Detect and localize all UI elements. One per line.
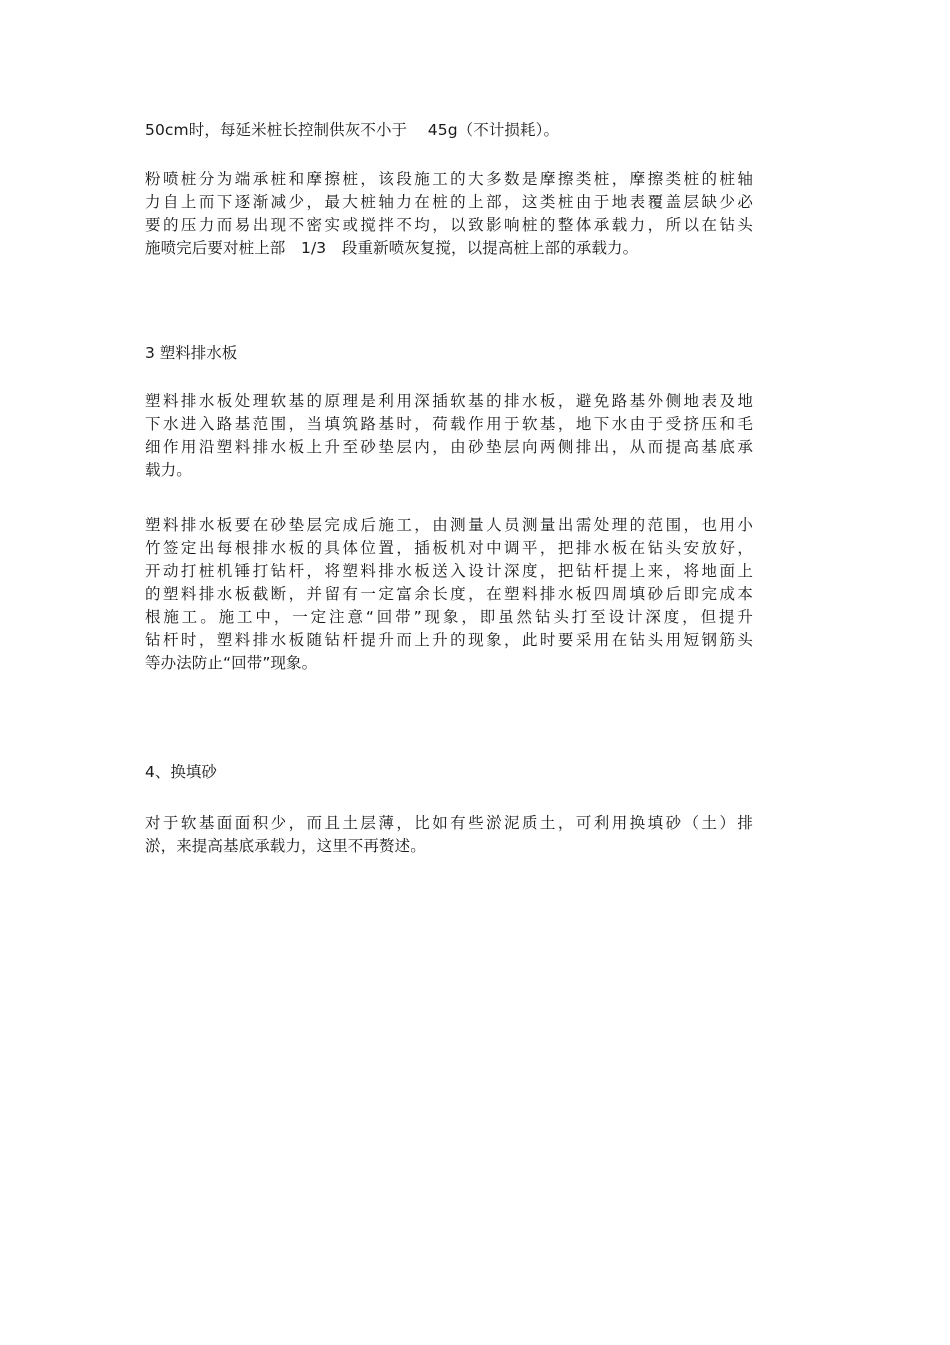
paragraph-pile-types xyxy=(145,168,753,260)
paragraph-line: 力自上而下逐渐减少，最大桩轴力在桩的上部，这类桩由于地表覆盖层缺少必 xyxy=(145,193,753,211)
paragraph-drain-construction xyxy=(145,514,753,675)
paragraph-line: 细作用沿塑料排水板上升至砂垫层内，由砂垫层向两侧排出，从而提高基底承 xyxy=(145,438,753,456)
paragraph-line: 等办法防止“回带”现象。 xyxy=(145,654,318,672)
paragraph-line: 粉喷桩分为端承桩和摩擦桩，该段施工的大多数是摩擦类桩，摩擦类桩的桩轴 xyxy=(145,170,753,188)
section-heading-3: 3 塑料排水板 xyxy=(145,344,238,362)
paragraph-line: 的塑料排水板截断，并留有一定富余长度，在塑料排水板四周填砂后即完成本 xyxy=(145,585,753,603)
paragraph-line: 施喷完后要对桩上部 1/3 段重新喷灰复搅，以提高桩上部的承载力。 xyxy=(145,239,639,257)
paragraph-dosage xyxy=(145,119,753,142)
paragraph-line: 淤，来提高基底承载力，这里不再赘述。 xyxy=(145,837,426,855)
paragraph-line: 竹签定出每根排水板的具体位置，插板机对中调平，把排水板在钻头安放好， xyxy=(145,539,753,557)
paragraph-line: 下水进入路基范围，当填筑路基时，荷载作用于软基，地下水由于受挤压和毛 xyxy=(145,415,753,433)
paragraph-sand-replacement xyxy=(145,812,753,858)
section-heading-4: 4、换填砂 xyxy=(145,763,217,781)
paragraph-line: 50cm时，每延米桩长控制供灰不小于 45g（不计损耗）。 xyxy=(145,121,560,139)
paragraph-line: 载力。 xyxy=(145,461,192,479)
paragraph-line: 钻杆时，塑料排水板随钻杆提升而上升的现象，此时要采用在钻头用短钢筋头 xyxy=(145,631,753,649)
paragraph-line: 根施工。施工中，一定注意“回带”现象，即虽然钻头打至设计深度，但提升 xyxy=(145,608,753,626)
paragraph-line: 对于软基面面积少，而且土层薄，比如有些淤泥质土，可利用换填砂（土）排 xyxy=(145,814,753,832)
paragraph-line: 塑料排水板要在砂垫层完成后施工，由测量人员测量出需处理的范围，也用小 xyxy=(145,516,753,534)
paragraph-line: 开动打桩机锤打钻杆，将塑料排水板送入设计深度，把钻杆提上来，将地面上 xyxy=(145,562,753,580)
paragraph-line: 塑料排水板处理软基的原理是利用深插软基的排水板，避免路基外侧地表及地 xyxy=(145,392,753,410)
paragraph-drain-principle xyxy=(145,390,753,482)
paragraph-line: 要的压力而易出现不密实或搅拌不均，以致影响桩的整体承载力，所以在钻头 xyxy=(145,216,753,234)
